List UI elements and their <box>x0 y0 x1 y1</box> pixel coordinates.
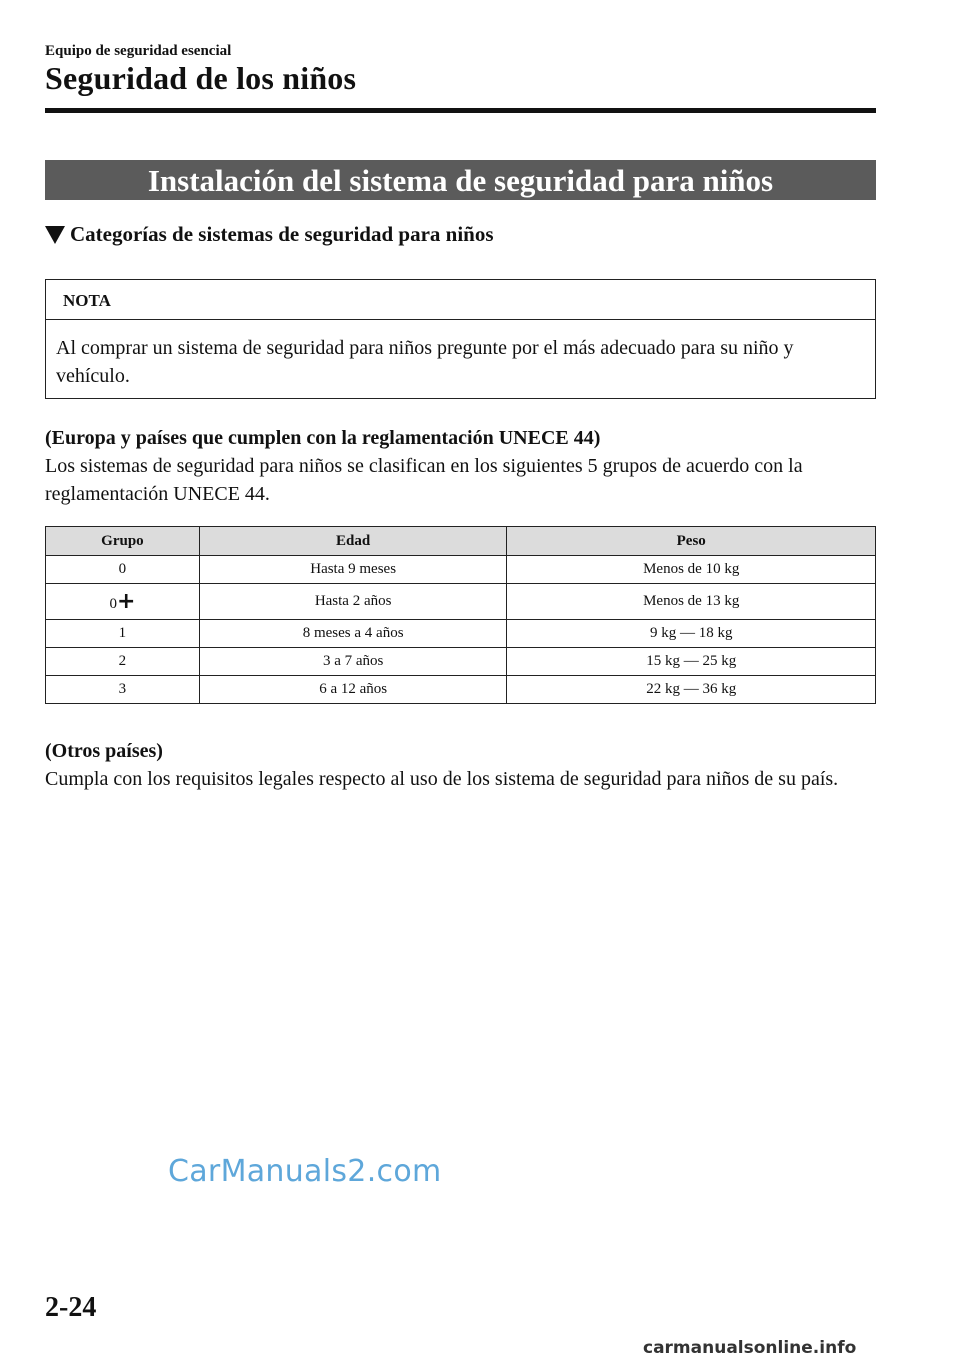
europe-heading: (Europa y países que cumplen con la reglamentación UNECE 44) <box>45 427 601 449</box>
other-heading: (Otros países) <box>45 740 163 762</box>
plus-icon: + <box>116 589 136 614</box>
cell-edad: 3 a 7 años <box>199 648 507 676</box>
other-section <box>45 737 880 793</box>
header-edad: Edad <box>199 527 507 556</box>
europe-section <box>45 424 880 508</box>
page-title: Seguridad de los niños <box>45 60 357 96</box>
table-row <box>46 556 876 584</box>
table-header-row <box>46 527 876 556</box>
title-rule <box>45 108 876 113</box>
cell-grupo: 3 <box>46 676 200 704</box>
table-row <box>46 584 876 620</box>
europe-text: Los sistemas de seguridad para niños se clasifican en los siguientes 5 grupos de acuerdo con la reglamentación UNECE 44. <box>45 455 803 505</box>
watermark-logo: CarManuals2.com <box>168 1154 442 1189</box>
table-row <box>46 620 876 648</box>
header-grupo: Grupo <box>46 527 200 556</box>
cell-grupo: 0 <box>46 556 200 584</box>
triangle-down-icon <box>45 226 65 244</box>
note-box <box>45 279 876 399</box>
note-text: Al comprar un sistema de seguridad para niños pregunte por el más adecuado para su niño y vehículo. <box>56 337 794 387</box>
page-number: 2-24 <box>45 1292 97 1323</box>
cell-peso: 22 kg — 36 kg <box>507 676 876 704</box>
cell-grupo: 1 <box>46 620 200 648</box>
cell-peso: 15 kg — 25 kg <box>507 648 876 676</box>
cell-edad: 8 meses a 4 años <box>199 620 507 648</box>
cell-peso: Menos de 13 kg <box>507 584 876 620</box>
section-banner: Instalación del sistema de seguridad para niños <box>45 160 876 200</box>
cell-peso: Menos de 10 kg <box>507 556 876 584</box>
cell-edad: Hasta 2 años <box>199 584 507 620</box>
cell-grupo-value: 0 <box>109 596 117 612</box>
other-text: Cumpla con los requisitos legales respecto al uso de los sistema de seguridad para niños de su país. <box>45 768 839 790</box>
section-kicker: Equipo de seguridad esencial <box>45 43 232 59</box>
table-row <box>46 676 876 704</box>
note-label: NOTA <box>46 280 875 320</box>
subheading-text: Categorías de sistemas de seguridad para niños <box>70 222 494 246</box>
cell-edad: Hasta 9 meses <box>199 556 507 584</box>
group-table <box>45 526 876 704</box>
header-peso: Peso <box>507 527 876 556</box>
subheading <box>45 222 494 247</box>
table-row <box>46 648 876 676</box>
cell-edad: 6 a 12 años <box>199 676 507 704</box>
footer-url: carmanualsonline.info <box>643 1338 857 1358</box>
cell-peso: 9 kg — 18 kg <box>507 620 876 648</box>
cell-grupo: 2 <box>46 648 200 676</box>
cell-grupo <box>46 584 200 620</box>
